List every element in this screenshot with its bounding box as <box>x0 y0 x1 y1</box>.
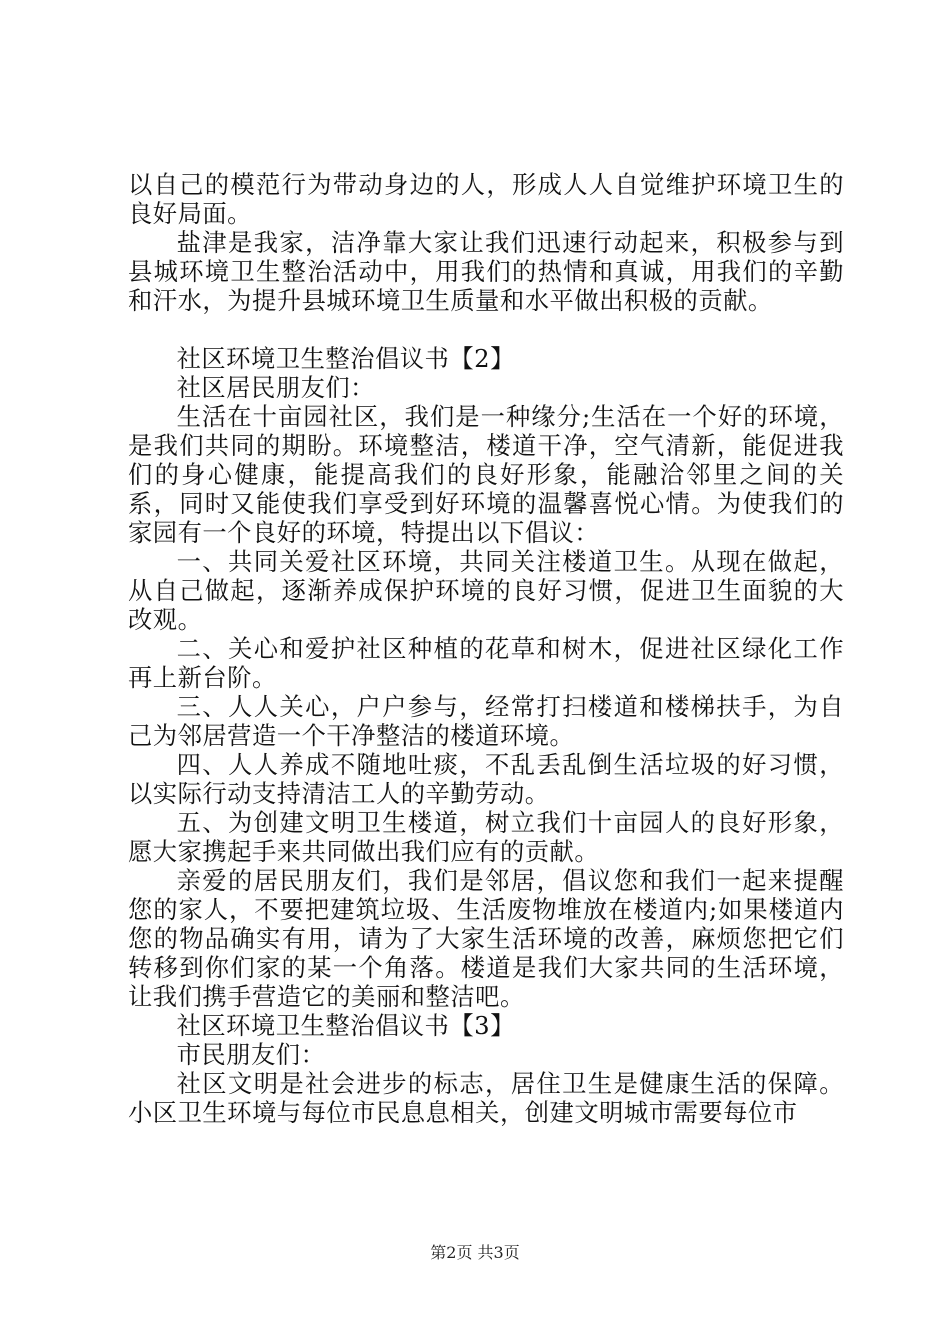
proposal-item-4: 四、人人养成不随地吐痰，不乱丢乱倒生活垃圾的好习惯，以实际行动支持清洁工人的辛勤劳动。 <box>128 750 844 808</box>
proposal-item-2: 二、关心和爱护社区种植的花草和树木，促进社区绿化工作再上新台阶。 <box>128 634 844 692</box>
paragraph-closing: 亲爱的居民朋友们，我们是邻居，倡议您和我们一起来提醒您的家人，不要把建筑垃圾、生活废物堆放在楼道内;如果楼道内您的物品确实有用，请为了大家生活环境的改善，麻烦您把它们转移到你们家的某一个角落。楼道是我们大家共同的生活环境，让我们携手营造它的美丽和整洁吧。 <box>128 866 844 1011</box>
proposal-item-3: 三、人人关心，户户参与，经常打扫楼道和楼梯扶手，为自己为邻居营造一个干净整洁的楼道环境。 <box>128 692 844 750</box>
salutation-citizens: 市民朋友们： <box>176 1040 326 1069</box>
proposal-item-1: 一、共同关爱社区环境，共同关注楼道卫生。从现在做起，从自己做起，逐渐养成保护环境的良好习惯，促进卫生面貌的大改观。 <box>128 547 844 634</box>
paragraph-call-to-action: 盐津是我家，洁净靠大家让我们迅速行动起来，积极参与到县城环境卫生整治活动中，用我们的热情和真诚，用我们的辛勤和汗水，为提升县城环境卫生质量和水平做出积极的贡献。 <box>128 228 844 315</box>
paragraph-community-civilization: 社区文明是社会进步的标志，居住卫生是健康生活的保障。小区卫生环境与每位市民息息相关，创建文明城市需要每位市 <box>128 1069 844 1127</box>
section-heading-2: 社区环境卫生整治倡议书【2】 <box>176 344 515 373</box>
page-footer: 第2页 共3页 <box>430 1243 520 1262</box>
salutation-residents: 社区居民朋友们： <box>176 373 375 402</box>
paragraph-continuation: 以自己的模范行为带动身边的人，形成人人自觉维护环境卫生的良好局面。 <box>128 170 844 228</box>
paragraph-intro: 生活在十亩园社区，我们是一种缘分;生活在一个好的环境，是我们共同的期盼。环境整洁，楼道干净，空气清新，能促进我们的身心健康，能提高我们的良好形象，能融洽邻里之间的关系，同时又能使我们享受到好环境的温馨喜悦心情。为使我们的家园有一个良好的环境，特提出以下倡议： <box>128 402 844 547</box>
proposal-item-5: 五、为创建文明卫生楼道，树立我们十亩园人的良好形象，愿大家携起手来共同做出我们应有的贡献。 <box>128 808 844 866</box>
document-body <box>128 170 844 1127</box>
section-heading-3: 社区环境卫生整治倡议书【3】 <box>176 1011 515 1040</box>
